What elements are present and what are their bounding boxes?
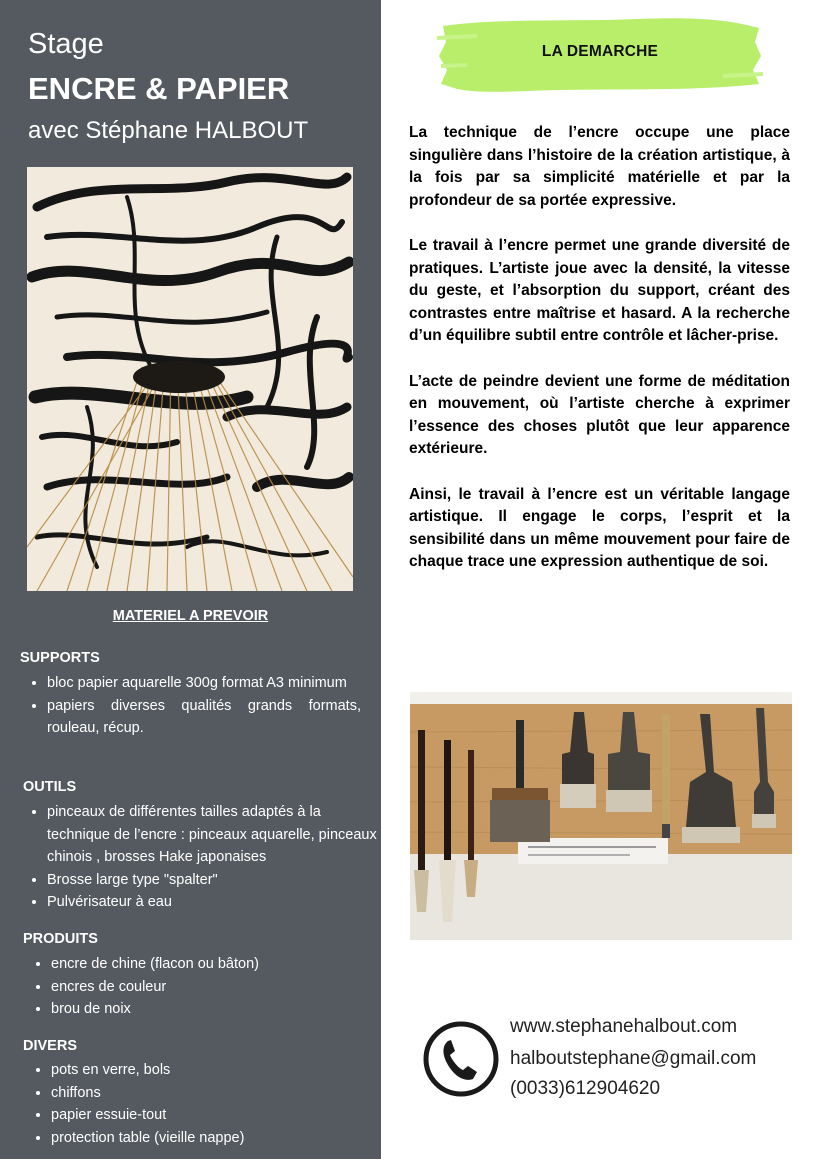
brushes-photo (410, 692, 792, 940)
demarche-title: LA DEMARCHE (541, 43, 659, 60)
sidebar (0, 0, 381, 1159)
ink-painting-photo (27, 167, 353, 591)
list-item: • papiers diverses qualités grands formats, rouleau, récup. (47, 695, 361, 740)
list-item: • protection table (vieille nappe) (51, 1127, 371, 1150)
produits-list (25, 953, 371, 1021)
section-divers-heading: DIVERS (23, 1038, 77, 1054)
phone-icon (421, 1019, 501, 1099)
email-link[interactable]: halboutstephane@gmail.com (510, 1048, 757, 1069)
materials-title: MATERIEL A PREVOIR (112, 608, 269, 624)
website-link[interactable]: www.stephanehalbout.com (510, 1016, 738, 1037)
list-item: • Brosse large type "spalter" (47, 869, 377, 892)
list-item: • papier essuie-tout (51, 1104, 371, 1127)
list-item: • bloc papier aquarelle 300g format A3 minimum (47, 672, 361, 695)
list-item: • brou de noix (51, 998, 371, 1021)
section-supports-heading: SUPPORTS (20, 650, 100, 666)
divers-list (25, 1059, 371, 1149)
paragraph: Le travail à l’encre permet une grande diversité de pratiques. L’artiste joue avec la densité, la vitesse du geste, et l’absorption du support, créant des contrastes entre maîtrise et hasard. A la recherche d’un équilibre subtil entre contrôle et lâcher-prise. (409, 236, 790, 345)
list-item: • Pulvérisateur à eau (47, 891, 377, 914)
supports-list (21, 672, 361, 740)
list-item: • encre de chine (flacon ou bâton) (51, 953, 371, 976)
section-produits-heading: PRODUITS (23, 931, 98, 947)
list-item: • pots en verre, bols (51, 1059, 371, 1082)
outils-list (21, 801, 377, 914)
paragraph: La technique de l’encre occupe une place singulière dans l’histoire de la création artistique, à la fois par sa simplicité matérielle et par la profondeur de sa portée expressive. (409, 124, 790, 209)
stage-label: Stage (28, 28, 104, 60)
artist-subtitle: avec Stéphane HALBOUT (28, 117, 309, 144)
section-outils-heading: OUTILS (23, 779, 77, 795)
page-title: ENCRE & PAPIER (28, 71, 290, 106)
list-item: • encres de couleur (51, 976, 371, 999)
list-item: • chiffons (51, 1082, 371, 1105)
demarche-body (409, 122, 790, 596)
list-item: • pinceaux de différentes tailles adaptés à la technique de l’encre : pinceaux aquarelle, pinceaux chinois , brosses Hake japonaises (47, 801, 377, 869)
phone-number: (0033)612904620 (510, 1078, 661, 1099)
paragraph: Ainsi, le travail à l’encre est un véritable langage artistique. Il engage le corps, l’esprit et la sensibilité dans un même mouvement pour faire de chaque trace une expression authentique de soi. (409, 485, 790, 571)
paragraph: L’acte de peindre devient une forme de méditation en mouvement, où l’artiste cherche à exprimer l’essence des choses plutôt que leur apparence extérieure. (409, 372, 790, 458)
